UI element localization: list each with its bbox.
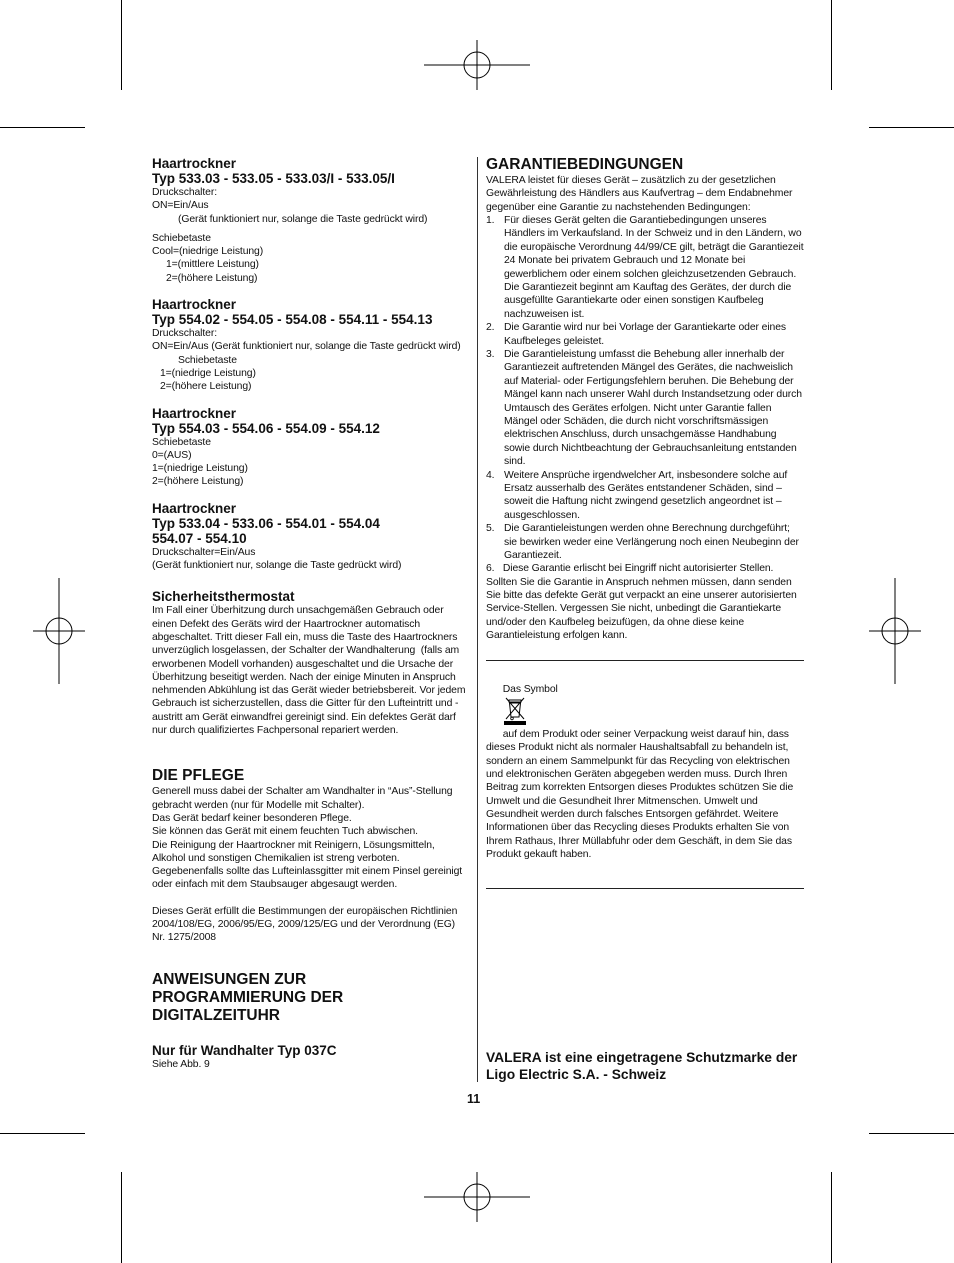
section-body: Dieses Gerät erfüllt die Bestimmungen der europäischen Richtlinien 2004/108/EG, 2006/95/EG, 2009/125/EG und der Verordnung (EG) Nr. 1275/2008 [152,905,461,944]
section-heading: DIE PFLEGE [152,767,245,785]
weee-text: auf dem Produkt oder seiner Verpackung weist darauf hin, dass dieses Produkt nicht als normaler Haushaltsabfall zu behandeln ist, sondern an einem Sammelpunkt für das Recycling von elektrischen und elektronischen Geräten abgegeben werden muss. Durch Ihren Beitrag zum korrekten Entsorgen dieses Produktes schützen Sie die Umwelt und die Gesundheit Ihrer Mitmenschen. Umwelt und Gesundheit werden durch falsches Entsorgen gefährdet. Weitere Informationen über das Recycling dieses Produkts erhalten Sie von Ihrem Rathaus, Ihrer Müllabfuhr oder dem Geschäft, in dem Sie das Produkt gekauft haben. [486,729,796,860]
warranty-intro: VALERA leistet für dieses Gerät – zusätzlich zu der gesetzlichen Gewährleistung des Händlers aus Kaufvertrag – dem Endabnehmer gegenüber eine Garantie zu nachstehenden Bedingungen: [486,175,796,213]
list-item [486,214,804,321]
text-line: 1=(niedrige Leistung) [160,367,256,379]
page-number: 11 [467,1092,481,1106]
crop-mark [831,0,832,90]
text-line: (Gerät funktioniert nur, solange die Taste gedrückt wird) [178,213,428,225]
text-line: Schiebetaste [152,436,211,448]
crop-mark [0,1133,85,1134]
registration-mark-right [869,578,921,684]
list-text: Die Garantieleistung umfasst die Behebung aller innerhalb der Garantiezeit auftretenden Mängel des Gerätes, die nachweislich auf Material- oder Fertigungsfehlern beruhen. Die Behebung der Mängel kann nach unserer Wahl durch Instandsetzung oder durch Umtausch des Gerätes erfolgen. Nicht unter Garantie fallen Mängel oder Schäden, die durch nicht vorschriftsmässigen elektrischen Anschluss, durch unsachgemässe Handhabung sowie durch Nichtbeachtung der Gebrauchsanleitung entstanden sind. [504,348,802,468]
list-number: 5. [486,523,495,535]
list-number: 1. [486,214,495,226]
list-item [486,469,804,523]
section-body: Siehe Abb. 9 [152,1058,210,1070]
text-line: Druckschalter=Ein/Aus [152,546,256,558]
section-type: Typ 554.03 - 554.06 - 554.09 - 554.12 [152,420,380,436]
list-item [486,348,804,469]
text-line: 2=(höhere Leistung) [152,476,244,488]
text-line: ON=Ein/Aus [152,200,209,212]
section-type: 554.07 - 554.10 [152,530,247,546]
text-line: Cool=(niedrige Leistung) [152,246,264,258]
section-heading: ANWEISUNGEN ZUR PROGRAMMIERUNG DER DIGITALZEITUHR [152,970,344,1024]
section-thermostat [152,589,470,737]
section-533 [152,156,470,285]
text-line: Druckschalter: [152,187,218,198]
text-line: 1=(niedrige Leistung) [152,463,248,475]
list-item [486,321,804,348]
section-554-a [152,297,470,393]
crossed-bin-icon [503,696,527,726]
list-text: Die Garantieleistungen werden ohne Berechnung durchgeführt; sie bewirken weder eine Verlängerung noch einen Neubeginn der Garantiezeit. [504,523,799,562]
crop-mark [869,127,954,128]
text-line: 2=(höhere Leistung) [160,381,252,393]
left-column [152,156,470,1071]
warranty-list [486,214,804,563]
section-title: Haartrockner [152,500,237,516]
list-text: Weitere Ansprüche irgendwelcher Art, insbesondere solche auf Ersatz ausserhalb des Gerätes entstandener Schäden, sind – soweit die Haftung nicht zwingend gesetzlich angeordnet ist – ausgeschlossen. [504,469,788,521]
section-type: Typ 533.04 - 533.06 - 554.01 - 554.04 [152,515,380,531]
section-title: Haartrockner [152,156,237,171]
section-554-b [152,406,470,489]
list-number: 4. [486,469,495,481]
crop-mark [0,127,85,128]
section-body: Im Fall einer Überhitzung durch unsachgemäßen Gebrauch oder einen Defekt des Geräts wird der Haartrockner automatisch abgeschaltet. Tritt dieser Fall ein, muss die Taste des Haartrockners unverzüglich losgelassen, der Schalter der Wandhalterung (falls am erworbenen Modell vorhanden) ausgeschaltet und die Ursache der Überhitzung beseitigt werden. Nach der einige Minuten in Anspruch nehmenden Abkühlung ist das Gerät wieder betriebsbereit. Vor jedem Gebrauch ist sicherzustellen, dass die Gitter für den Lufteintritt und -austritt am Gerät einwandfrei gereinigt sind. Ein defektes Gerät darf nur durch qualifiziertes Fachpersonal repariert werden. [152,605,469,737]
column-divider [477,157,478,1082]
registration-mark-top [424,40,530,90]
list-number: 2. [486,322,495,334]
list-text: Die Garantie wird nur bei Vorlage der Garantiekarte oder eines Kaufbeleges geleistet. [504,322,787,347]
text-line: 1=(mittlere Leistung) [166,259,259,271]
text-line: 2=(höhere Leistung) [166,272,258,284]
section-body: Generell muss dabei der Schalter am Wandhalter in “Aus”-Stellung gebracht werden (nur für Modelle mit Schalter). Das Gerät bedarf keiner besonderen Pflege. Sie können das Gerät mit einem feuchten Tuch abwischen. Die Reinigung der Haartrockner mit Reinigern, Lösungsmitteln, Alkohol und sonstigen Chemikalien ist streng verboten. Gegebenenfalls sollte das Lufteinlassgitter mit einem Pinsel gereinigt oder einfach mit dem Staubsauger abgesaugt werden. [152,786,463,891]
section-pflege [152,767,470,944]
crop-mark [121,1172,122,1263]
text-line: Schiebetaste [152,232,211,244]
weee-text-pre: Das Symbol [502,683,558,695]
right-column [486,156,804,889]
text-line: Schiebetaste [178,354,237,366]
section-digitalzeituhr [152,971,470,1071]
section-533-554 [152,501,470,573]
text-line: ON=Ein/Aus (Gerät funktioniert nur, solange die Taste gedrückt wird) [152,341,461,353]
list-item [486,522,804,562]
warranty-item-6: 6. Diese Garantie erlischt bei Eingriff nicht autorisierter Stellen. Sollten Sie die Garantie in Anspruch nehmen müssen, dann senden Sie bitte das defekte Gerät gut verpackt an eine unserer autorisierten Service-Stellen. Vergessen Sie nicht, unbedingt die Garantiekarte und/oder den Kaufbeleg beizufügen, da ohne diese keine Garantieleistung erfolgen kann. [486,563,800,641]
crop-mark [831,1172,832,1263]
text-line: (Gerät funktioniert nur, solange die Taste gedrückt wird) [152,560,402,572]
list-text: Für dieses Gerät gelten die Garantiebedingungen unseres Händlers im Verkaufsland. In der Schweiz und in den Ländern, wo die europäische Verordnung 44/99/CE gilt, beträgt die Garantiezeit 24 Monate bei privatem Gebrauch und 12 Monate bei gewerblichem oder einem solchen gleichzusetzenden Gebrauch. Die Garantiezeit beginnt am Kauftag des Gerätes, der durch die ausgefüllte Garantiekarte oder einen sonstigen Kaufbeleg nachzuweisen ist. [504,214,804,320]
section-type: Typ 533.03 - 533.05 - 533.03/I - 533.05/I [152,171,395,186]
registration-mark-bottom [424,1172,530,1222]
section-type: Typ 554.02 - 554.05 - 554.08 - 554.11 - 554.13 [152,312,433,328]
crop-mark [869,1133,954,1134]
text-line: Druckschalter: [152,328,218,340]
weee-notice [486,660,804,889]
crop-mark [121,0,122,90]
section-title: Sicherheitsthermostat [152,589,295,605]
text-line: 0=(AUS) [152,449,192,461]
section-subtitle: Nur für Wandhalter Typ 037C [152,1042,337,1058]
list-number: 3. [486,348,495,360]
registration-mark-left [33,578,85,684]
section-title: Haartrockner [152,297,237,313]
section-heading: GARANTIEBEDINGUNGEN [486,156,684,173]
section-title: Haartrockner [152,405,237,421]
trademark-notice: VALERA ist eine eingetragene Schutzmarke der Ligo Electric S.A. - Schweiz [486,1050,798,1082]
